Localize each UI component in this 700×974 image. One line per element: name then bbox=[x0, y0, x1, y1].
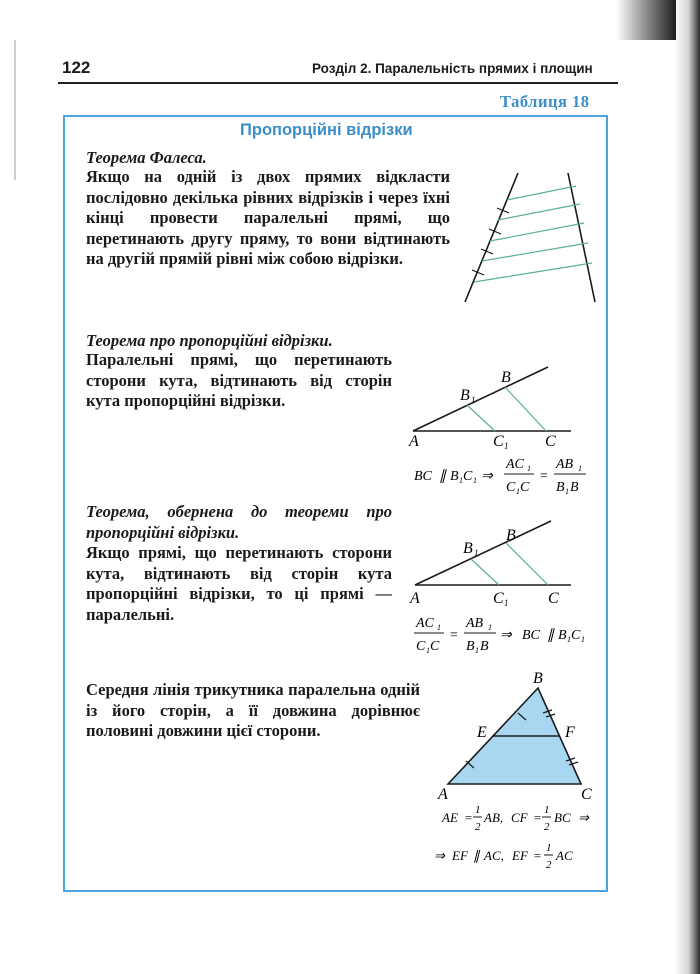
svg-text:1: 1 bbox=[459, 476, 463, 485]
svg-text:EF: EF bbox=[512, 848, 528, 863]
svg-text:AC: AC bbox=[556, 848, 573, 863]
svg-text:2: 2 bbox=[475, 821, 481, 833]
svg-text:∥: ∥ bbox=[439, 469, 446, 484]
svg-text:AC,: AC, bbox=[484, 848, 504, 863]
line-b1c1 bbox=[471, 559, 499, 585]
svg-text:CF: CF bbox=[511, 810, 528, 825]
proportional-segments-theorem-title: Теорема про пропорційні відрізки. bbox=[86, 331, 333, 350]
table-title: Пропорційні відрізки bbox=[240, 121, 413, 139]
label-c: C bbox=[581, 786, 592, 800]
svg-text:1: 1 bbox=[546, 842, 552, 854]
svg-text:B: B bbox=[466, 639, 475, 654]
label-f: F bbox=[565, 724, 575, 741]
label-b1: B bbox=[463, 540, 473, 557]
converse-theorem-title: Теорема, обернена до теореми про пропорційні відрізки. bbox=[86, 502, 392, 542]
svg-text:B: B bbox=[570, 480, 579, 495]
svg-text:1: 1 bbox=[426, 646, 430, 655]
angle-figure-2 bbox=[405, 515, 580, 610]
formula-midline-2 bbox=[432, 840, 602, 876]
svg-text:C: C bbox=[463, 469, 473, 484]
svg-text:AE: AE bbox=[442, 810, 458, 825]
label-b1: B bbox=[460, 387, 470, 404]
svg-text:C: C bbox=[430, 639, 440, 654]
margin-mark bbox=[14, 40, 16, 180]
svg-text:B: B bbox=[480, 639, 489, 654]
section-title: Розділ 2. Паралельність прямих і площин bbox=[312, 61, 593, 76]
formula-direct bbox=[410, 452, 600, 500]
label-a: A bbox=[410, 590, 420, 607]
svg-text:BC: BC bbox=[522, 628, 540, 643]
page-number: 122 bbox=[62, 58, 91, 77]
thales-parallel-line bbox=[482, 243, 588, 261]
label-c1: C bbox=[493, 433, 504, 450]
thales-theorem-text: Якщо на одній із двох прямих відкласти послідовно декілька рівних відрізків і через їхні кінці провести паралельні прямі, що перетинають другу пряму, то вони відтинають на другій прямій рівні між собою відрізки. bbox=[86, 167, 450, 269]
svg-text:⇒: ⇒ bbox=[500, 628, 512, 643]
page-edge-shadow bbox=[674, 0, 700, 974]
svg-text:1: 1 bbox=[578, 464, 582, 473]
svg-text:AB: AB bbox=[556, 457, 574, 472]
label-b: B bbox=[533, 670, 543, 687]
parallel-b1c1 bbox=[467, 405, 495, 431]
angle-upper-side bbox=[413, 367, 548, 431]
svg-text:BC: BC bbox=[414, 469, 432, 484]
svg-text:1: 1 bbox=[488, 623, 492, 632]
midline-statement: Середня лінія трикутника паралельна одній із його сторін, а її довжина дорівнює половині довжини цієї сторони. bbox=[86, 680, 420, 741]
svg-text:B: B bbox=[450, 469, 459, 484]
label-c1: C bbox=[493, 590, 504, 607]
svg-text:=: = bbox=[464, 810, 473, 825]
svg-text:AB: AB bbox=[466, 616, 484, 631]
svg-text:1: 1 bbox=[475, 646, 479, 655]
svg-text:=: = bbox=[533, 848, 542, 863]
label-e: E bbox=[477, 724, 487, 741]
svg-text:1: 1 bbox=[474, 548, 479, 558]
label-b1-sub: 1 bbox=[471, 395, 476, 405]
svg-text:C: C bbox=[506, 480, 516, 495]
converse-theorem-text: Якщо прямі, що перетинають сторони кута, відтинають від сторін кута пропорційні відрізки, то ці прямі — паралельні. bbox=[86, 543, 392, 624]
svg-text:1: 1 bbox=[567, 635, 571, 644]
thales-figure bbox=[455, 165, 605, 315]
line-bc bbox=[506, 543, 548, 585]
label-c: C bbox=[548, 590, 559, 607]
svg-text:1: 1 bbox=[581, 635, 585, 644]
svg-text:C: C bbox=[520, 480, 530, 495]
formula-midline-1 bbox=[440, 802, 605, 838]
svg-text:=: = bbox=[533, 810, 542, 825]
header-rule bbox=[58, 82, 618, 84]
svg-text:∥: ∥ bbox=[547, 628, 554, 643]
page-corner-shadow bbox=[616, 0, 676, 40]
svg-text:AC: AC bbox=[416, 616, 434, 631]
parallel-bc bbox=[505, 387, 546, 431]
angle-figure-1 bbox=[405, 360, 580, 455]
svg-text:C: C bbox=[416, 639, 426, 654]
thales-parallel-line bbox=[490, 223, 584, 241]
table-label: Таблиця 18 bbox=[500, 92, 590, 111]
svg-text:1: 1 bbox=[473, 476, 477, 485]
svg-text:1: 1 bbox=[527, 464, 531, 473]
svg-text:1: 1 bbox=[544, 804, 550, 816]
svg-text:1: 1 bbox=[437, 623, 441, 632]
svg-text:AC: AC bbox=[506, 457, 524, 472]
label-a: A bbox=[438, 786, 448, 800]
thales-parallel-line bbox=[498, 204, 580, 220]
svg-text:1: 1 bbox=[475, 804, 481, 816]
svg-text:EF: EF bbox=[452, 848, 468, 863]
thales-parallel-line bbox=[474, 263, 592, 282]
svg-text:2: 2 bbox=[546, 859, 552, 871]
svg-text:=: = bbox=[449, 628, 459, 643]
svg-text:C: C bbox=[571, 628, 581, 643]
svg-text:=: = bbox=[539, 469, 549, 484]
formula-converse bbox=[412, 611, 602, 659]
svg-text:2: 2 bbox=[544, 821, 550, 833]
midline-triangle-figure bbox=[425, 665, 605, 800]
thales-theorem-title: Теорема Фалеса. bbox=[86, 148, 207, 167]
svg-text:∥: ∥ bbox=[473, 848, 480, 863]
svg-text:1: 1 bbox=[516, 487, 520, 496]
svg-text:1: 1 bbox=[565, 487, 569, 496]
svg-text:B: B bbox=[556, 480, 565, 495]
svg-text:1: 1 bbox=[504, 598, 509, 608]
label-c: C bbox=[545, 433, 556, 450]
label-c1-sub: 1 bbox=[504, 441, 509, 451]
label-b: B bbox=[506, 527, 516, 544]
svg-text:AB,: AB, bbox=[484, 810, 504, 825]
svg-text:B: B bbox=[558, 628, 567, 643]
label-a: A bbox=[409, 433, 419, 450]
svg-text:⇒: ⇒ bbox=[578, 810, 589, 825]
svg-text:⇒: ⇒ bbox=[434, 848, 445, 863]
svg-text:BC: BC bbox=[554, 810, 571, 825]
label-b: B bbox=[501, 369, 511, 386]
thales-right-line bbox=[568, 173, 595, 302]
angle-upper-side bbox=[415, 521, 551, 585]
svg-text:⇒: ⇒ bbox=[481, 469, 493, 484]
thales-parallel-line bbox=[507, 186, 576, 200]
proportional-segments-theorem-text: Паралельні прямі, що перетинають сторони кута, відтинають від сторін кута пропорційні відрізки. bbox=[86, 350, 392, 411]
